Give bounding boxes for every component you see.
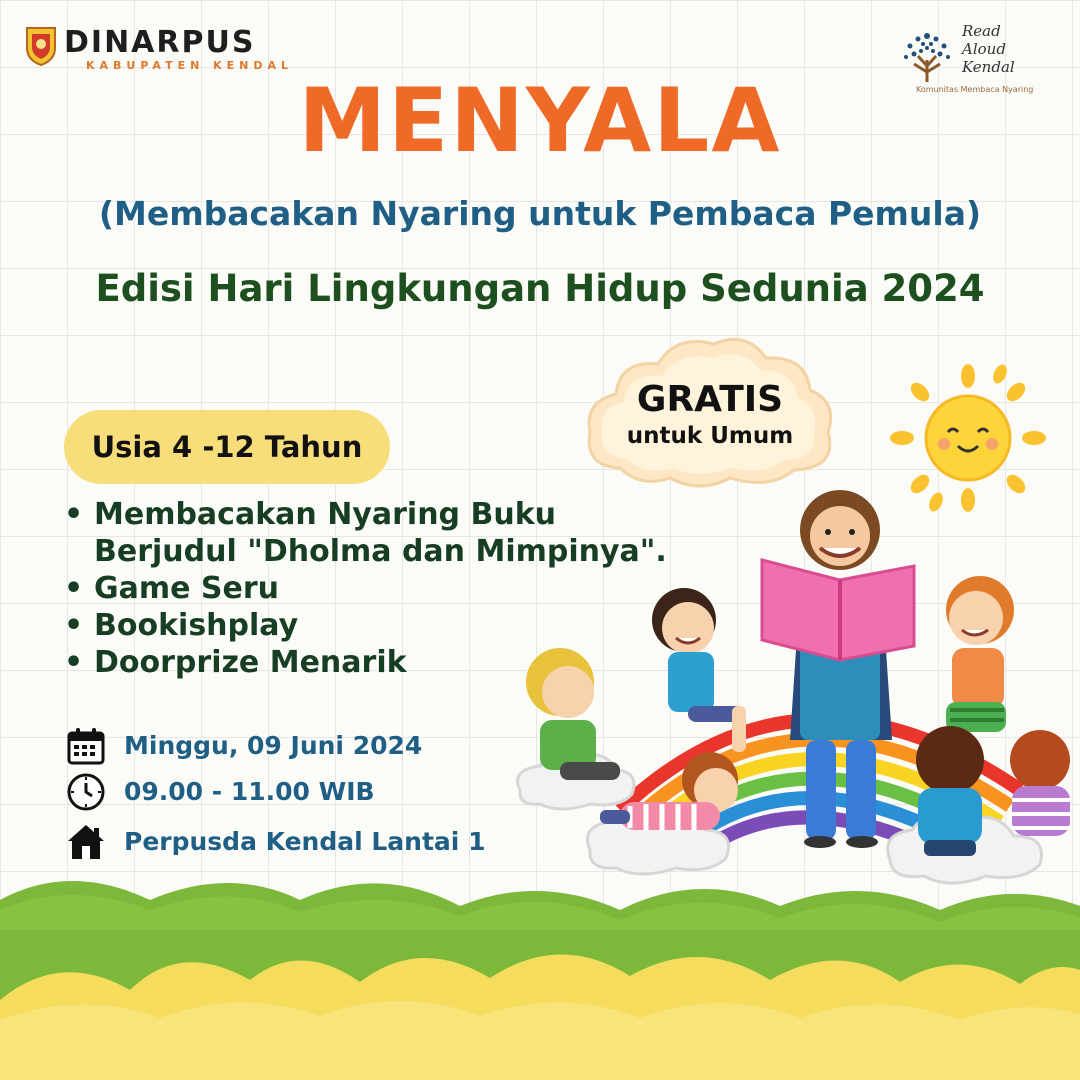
activity-item: • Bookishplay bbox=[64, 607, 684, 644]
activity-item: • Membacakan Nyaring Buku Berjudul "Dholma dan Mimpinya". bbox=[64, 496, 684, 570]
clock-icon bbox=[66, 772, 106, 812]
activity-item: • Game Seru bbox=[64, 570, 684, 607]
subtitle: (Membacakan Nyaring untuk Pembaca Pemula) bbox=[98, 194, 982, 233]
age-range-text: Usia 4 -12 Tahun bbox=[91, 430, 363, 464]
ground-decoration bbox=[0, 870, 1080, 1080]
child-figure bbox=[652, 588, 746, 752]
main-title: MENYALA bbox=[298, 69, 782, 172]
logo-line-read: Read bbox=[962, 22, 1001, 40]
brand-subtitle: KABUPATEN KENDAL bbox=[86, 59, 294, 72]
brand-name: DINARPUS bbox=[64, 25, 256, 60]
event-place: Perpusda Kendal Lantai 1 bbox=[124, 827, 486, 856]
free-badge-title: GRATIS bbox=[636, 379, 784, 420]
logo-line-aloud: Aloud bbox=[962, 40, 1006, 58]
event-time: 09.00 - 11.00 WIB bbox=[124, 777, 375, 806]
house-icon bbox=[66, 822, 106, 862]
edition-title: Edisi Hari Lingkungan Hidup Sedunia 2024 bbox=[95, 267, 985, 310]
child-figure bbox=[946, 576, 1014, 732]
logo-tagline: Komunitas Membaca Nyaring bbox=[916, 85, 1034, 94]
activity-item: • Doorprize Menarik bbox=[64, 644, 684, 681]
age-range-badge bbox=[64, 410, 390, 484]
kendal-crest-icon bbox=[24, 26, 58, 66]
free-badge-subtitle: untuk Umum bbox=[626, 423, 794, 449]
calendar-icon bbox=[66, 726, 106, 766]
reading-illustration bbox=[500, 470, 1080, 910]
child-figure bbox=[916, 726, 984, 856]
logo-line-kendal: Kendal bbox=[962, 58, 1015, 76]
event-date: Minggu, 09 Juni 2024 bbox=[124, 731, 423, 760]
